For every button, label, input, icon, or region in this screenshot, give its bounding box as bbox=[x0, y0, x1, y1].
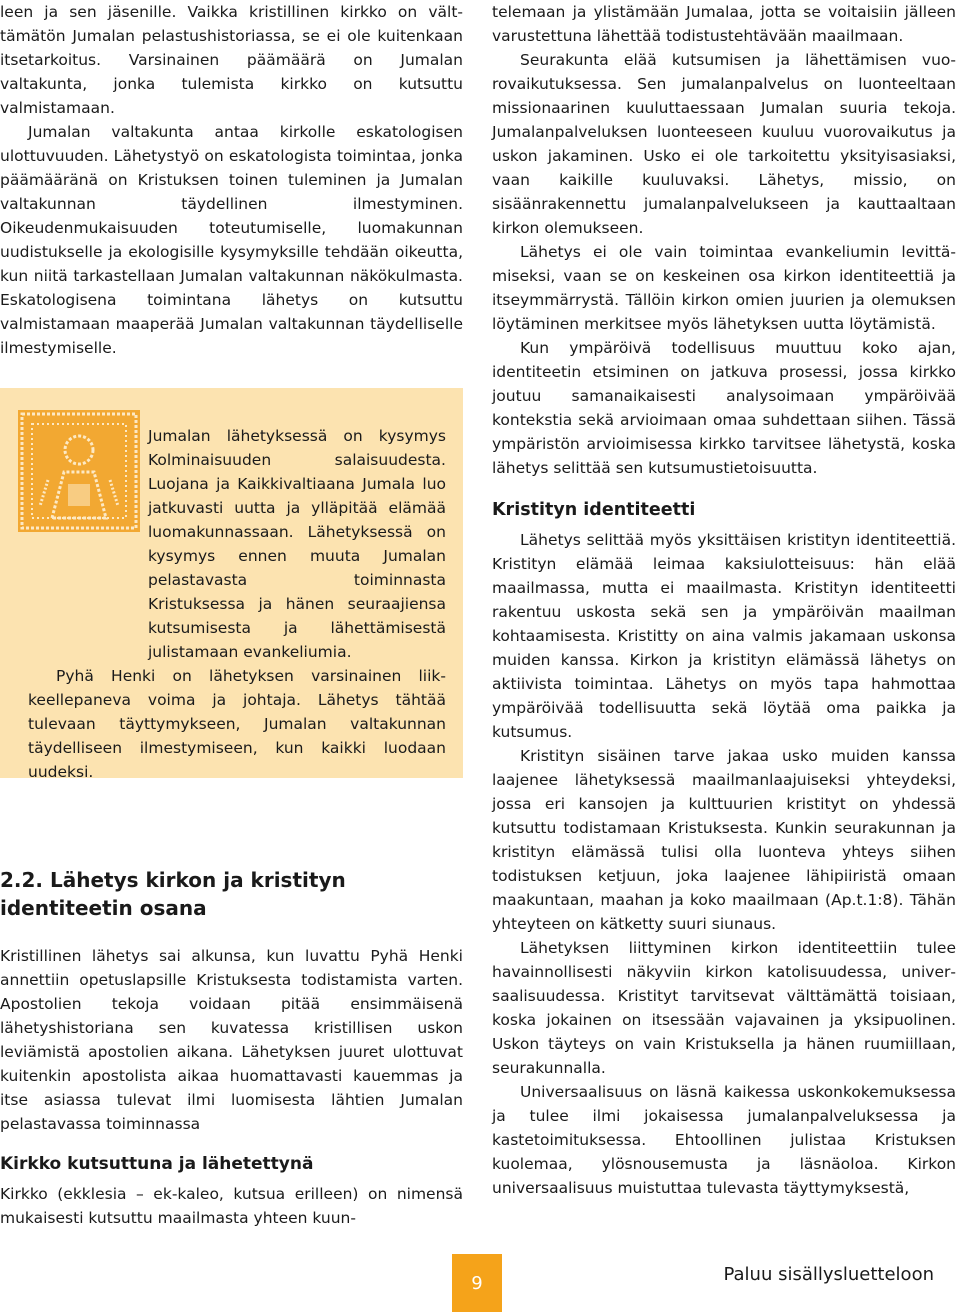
highlight-box bbox=[0, 388, 463, 781]
right-paragraph-5: Lähetys selittää myös yksittäisen kristityn identiteettiä. Kristityn elämää leimaa kaksiulotteisuus: hän elää maailmassa, mutta ei maailmasta. Kristityn identiteetti rakentuu uskosta sekä sen ja ympäröivän maailman kohtaamisesta. Kristitty on aina valmis jakamaan uskonsa muiden kanssa. Kirkon ja kristityn elämässä lähetys on aktiivista toimintaa. Lähetys on myös tapa hahmottaa ympäröivää todellisuutta sekä löytää oma paikka ja kutsumus. bbox=[492, 531, 956, 741]
right-paragraph-3: Lähetys ei ole vain toimintaa evankeliumin levittämiseksi, vaan se on keskeinen osa kirkon identiteettiä ja itseymmärrystä. Tällöin kirkon omien juurien ja olemuksen löytäminen merkitsee myös lähetyksen uutta löytämistä. bbox=[492, 243, 956, 333]
right-paragraph-6: Kristityn sisäinen tarve jakaa usko muiden kanssa laajenee lähetyksessä maailmanlaajuiseksi yhteydeksi, jossa eri kansojen ja kulttuurien kristityt on yhdessä kutsuttu todistamaan Kristuksesta. Kunkin seurakunnan ja kristityn elämässä tulisi olla luonteva yhteys siihen todistuksen ketjuun, joka laajenee lähipiiristä omaan maakuntaan, maahan ja koko maailmaan (Ap.t.1:8). Tähän yhteyteen on kätketty suuri siunaus. bbox=[492, 747, 956, 933]
box-paragraph-1: Jumalan lähetyksessä on kysymys Kolminaisuuden salaisuudesta. Luojana ja Kaikkivaltiaana Jumala luo jatkuvasti uutta ja ylläpitää elämää luomakunnassaan. Lähetyksessä on kysymys ennen muuta Jumalan pelastavasta toiminnasta Kristuksessa ja hänen seuraajiensa kutsumisesta ja lähettämisestä julistamaan evankeliumia. bbox=[148, 427, 446, 661]
left-lower-subparagraph: Kirkko (ekklesia – ek-kaleo, kutsua erilleen) on nimensä mukaisesti kutsuttu maailmasta yhteen kuun- bbox=[0, 1185, 463, 1227]
left-paragraph-2: Jumalan valtakunta antaa kirkolle eskatologisen ulottuvuuden. Lähetystyö on eskatologista toimintaa, jonka päämääränä on Kristuksen toinen tuleminen ja Jumalan valtakunnan täydellinen ilmestyminen. Oikeudenmukaisuuden toteutumiselle, luomakunnan uudistukselle ja ekologisille kysymyksille tehdään oikeutta, kun niitä tarkastellaan Jumalan valtakunnan näkökulmasta. Eskatologisena toimintana lähetys on kutsuttu valmistamaan maaperää Jumalan valtakunnan täydelliselle ilmestymiselle. bbox=[0, 123, 463, 357]
box-paragraph-2: Pyhä Henki on lähetyksen varsinainen liikkeellepaneva voima ja johtaja. Lähetys tähtää tulevaan täyttymykseen, Jumalan valtakunnan täydelliseen ilmestymiseen, kun kaikki luodaan uudeksi. bbox=[28, 667, 446, 781]
left-paragraph-1: leen ja sen jäsenille. Vaikka kristillinen kirkko on välttämätön Jumalan pelastushistoriassa, se ei ole kuitenkaan itsetarkoitus. Varsinainen päämäärä on Jumalan valtakunta, jonka tulemista kirkko on kutsuttu valmistamaan. bbox=[0, 3, 463, 117]
highlight-box-text bbox=[28, 424, 446, 784]
right-paragraph-7: Lähetyksen liittyminen kirkon identiteettiin tulee havainnollisesti näkyviin kirkon katolisuudessa, universaalisuudessa. Kristityt tarvitsevat välttämättä toisiaan, koska jokainen on itsessään vajavainen ja yksipuolinen. Uskon täyteys on vain Kristuksella ja hänen ruumiillaan, seurakunnalla. bbox=[492, 939, 956, 1077]
left-lower-section bbox=[0, 944, 463, 1230]
section-heading: 2.2. Lähetys kirkon ja kristityn identiteetin osana bbox=[0, 868, 346, 920]
right-paragraph-4: Kun ympäröivä todellisuus muuttuu koko ajan, identiteetin etsiminen on jatkuva prosessi, jossa kirkko joutuu samanaikaisesti analysoimaan ympäröivää kontekstia sekä arvioimaan omaa suhdettaan siihen. Tässä ympäristön arvioimisessa kirkko tarvitsee lähetystä, koska lähetys selittää sen kutsumustietoisuutta. bbox=[492, 339, 956, 477]
left-column bbox=[0, 0, 463, 360]
page-number: 9 bbox=[452, 1254, 502, 1312]
right-paragraph-2: Seurakunta elää kutsumisen ja lähettämisen vuorovaikutuksessa. Sen jumalanpalvelus on luonteeltaan missionaarinen kuuluttaessaan Jumalan suuria tekoja. Jumalanpalveluksen luonteeseen kuuluu vuorovaikutus ja uskon jakaminen. Usko ei ole tarkoitettu yksityisasiaksi, vaan kaikille kuuluvaksi. Lähetys, missio, on sisäänrakennettu jumalanpalvelukseen ja kauttaaltaan kirkon olemukseen. bbox=[492, 51, 956, 237]
right-heading: Kristityn identiteetti bbox=[492, 500, 696, 520]
right-paragraph-1: telemaan ja ylistämään Jumalaa, jotta se voitaisiin jälleen varustettuna lähettää todistustehtävään maailmaan. bbox=[492, 3, 956, 45]
right-column bbox=[492, 0, 956, 1200]
right-paragraph-8: Universaalisuus on läsnä kaikessa uskonkokemuksessa ja tulee ilmi jokaisessa jumalanpalveluksessa ja kastetoimituksessa. Ehtoollinen julistaa Kristuksen kuolemaa, ylösnousemusta ja läsnäoloa. Kirkon universaalisuus muistuttaa tulevasta täyttymyksestä, bbox=[492, 1083, 956, 1197]
toc-link[interactable]: Paluu sisällysluetteloon bbox=[723, 1264, 934, 1285]
left-lower-paragraph: Kristillinen lähetys sai alkunsa, kun luvattu Pyhä Henki annettiin opetuslapsille Kristuksesta todistamista varten. Apostolien tekoja voidaan pitää ensimmäisenä lähetyshistoriana sen kuvatessa kristillisen uskon leviämistä apostolien aikana. Lähetyksen juuret ulottuvat kuitenkin apostolista aikaa huomattavasti kauemmas ja itse asiassa tulevat ilmi luomisesta lähtien Jumalan pelastavassa toiminnassa bbox=[0, 947, 463, 1133]
subheading: Kirkko kutsuttuna ja lähetettynä bbox=[0, 1154, 314, 1174]
